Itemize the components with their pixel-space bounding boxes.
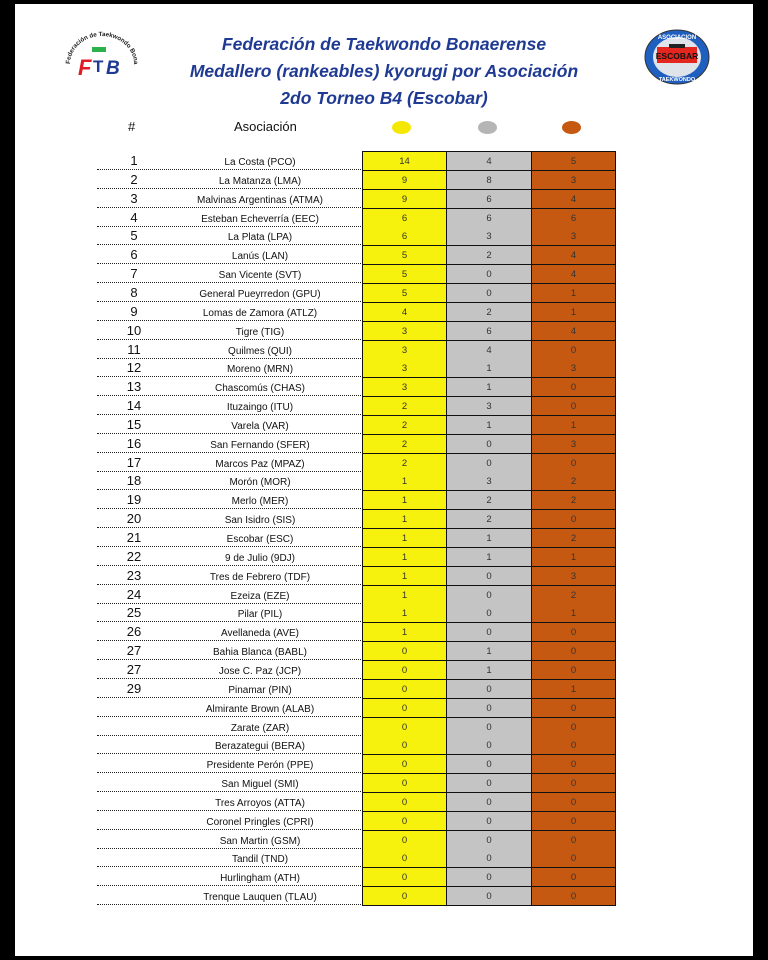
bronze-count-cell: 0: [531, 718, 616, 737]
silver-count-cell: 0: [446, 265, 531, 284]
dotted-divider: [97, 471, 361, 472]
dotted-divider: [97, 188, 361, 189]
bronze-count-cell: 0: [531, 378, 616, 397]
bronze-count-cell: 0: [531, 699, 616, 718]
silver-count-cell: 3: [446, 227, 531, 246]
association-cell: Morón (MOR): [229, 477, 291, 489]
table-row: [0, 831, 768, 850]
silver-count-cell: 3: [446, 472, 531, 491]
silver-count-cell: 1: [446, 661, 531, 680]
gold-count-cell: 0: [362, 849, 446, 868]
dotted-divider: [97, 414, 361, 415]
gold-count-cell: 1: [362, 586, 446, 605]
association-cell: Chascomús (CHAS): [214, 383, 306, 395]
gold-medal-dot-icon: [392, 121, 411, 134]
dotted-divider: [97, 433, 361, 434]
association-cell: Hurlingham (ATH): [220, 873, 300, 885]
table-row: [0, 661, 768, 680]
bronze-count-cell: 0: [531, 736, 616, 755]
gold-count-cell: 0: [362, 868, 446, 887]
rank-cell: 1: [130, 153, 138, 168]
table-row: [0, 303, 768, 322]
silver-count-cell: 1: [446, 642, 531, 661]
association-cell: Zarate (ZAR): [230, 722, 290, 734]
association-cell: Quilmes (QUI): [228, 345, 292, 357]
gold-count-cell: 1: [362, 472, 446, 491]
bronze-count-cell: 3: [531, 435, 616, 454]
bronze-count-cell: 0: [531, 661, 616, 680]
gold-count-cell: 3: [362, 378, 446, 397]
association-cell: Malvinas Argentinas (ATMA): [197, 194, 323, 206]
dotted-divider: [97, 866, 361, 867]
table-row: [0, 209, 768, 228]
silver-medal-dot-icon: [478, 121, 497, 134]
table-row: [0, 171, 768, 190]
bronze-count-cell: 1: [531, 548, 616, 567]
silver-count-cell: 1: [446, 378, 531, 397]
association-cell: Pilar (PIL): [237, 609, 283, 621]
dotted-divider: [97, 358, 361, 359]
rank-cell: 16: [126, 435, 142, 451]
association-cell: Ituzaingo (ITU): [226, 402, 294, 414]
dotted-divider: [97, 452, 361, 453]
association-cell: La Matanza (LMA): [218, 175, 302, 187]
gold-count-cell: 2: [362, 397, 446, 416]
table-row: [0, 284, 768, 303]
table-row: [0, 472, 768, 491]
association-cell: San Martin (GSM): [219, 835, 301, 847]
table-row: [0, 793, 768, 812]
bronze-count-cell: 6: [531, 209, 616, 228]
rank-cell: 13: [126, 379, 142, 395]
bronze-count-cell: 4: [531, 246, 616, 265]
table-row: [0, 322, 768, 341]
silver-count-cell: 1: [446, 359, 531, 378]
silver-count-cell: 0: [446, 736, 531, 755]
gold-count-cell: 0: [362, 774, 446, 793]
silver-count-cell: 6: [446, 190, 531, 209]
silver-count-cell: 0: [446, 812, 531, 831]
silver-count-cell: 0: [446, 284, 531, 303]
bronze-count-cell: 4: [531, 265, 616, 284]
bronze-count-cell: 1: [531, 284, 616, 303]
bronze-count-cell: 0: [531, 454, 616, 473]
gold-count-cell: 0: [362, 736, 446, 755]
bronze-count-cell: 0: [531, 812, 616, 831]
dotted-divider: [97, 320, 361, 321]
bronze-count-cell: 0: [531, 868, 616, 887]
bronze-count-cell: 0: [531, 831, 616, 850]
gold-count-cell: 0: [362, 680, 446, 699]
silver-count-cell: 0: [446, 774, 531, 793]
silver-count-cell: 1: [446, 416, 531, 435]
rank-cell: 10: [126, 322, 142, 338]
table-row: [0, 246, 768, 265]
dotted-divider: [97, 508, 361, 509]
gold-count-cell: 1: [362, 623, 446, 642]
silver-count-cell: 1: [446, 529, 531, 548]
silver-count-cell: 6: [446, 209, 531, 228]
dotted-divider: [97, 716, 361, 717]
table-row: [0, 397, 768, 416]
silver-count-cell: 0: [446, 680, 531, 699]
bronze-count-cell: 2: [531, 529, 616, 548]
dotted-divider: [97, 263, 361, 264]
association-cell: La Plata (LPA): [227, 232, 293, 244]
dotted-divider: [97, 904, 361, 905]
association-cell: Coronel Pringles (CPRI): [206, 816, 314, 828]
gold-count-cell: 9: [362, 190, 446, 209]
bronze-count-cell: 1: [531, 416, 616, 435]
rank-cell: 11: [127, 341, 141, 357]
bronze-count-cell: 2: [531, 472, 616, 491]
gold-count-cell: 0: [362, 755, 446, 774]
bronze-count-cell: 5: [531, 152, 616, 171]
bronze-count-cell: 0: [531, 642, 616, 661]
title-line-1: Federación de Taekwondo Bonaerense: [221, 34, 547, 54]
title-line-2: Medallero (rankeables) kyorugi por Asociación: [189, 61, 579, 81]
dotted-divider: [97, 848, 361, 849]
gold-count-cell: 3: [362, 359, 446, 378]
ftb-logo-f: F: [78, 55, 92, 80]
association-cell: Berazategui (BERA): [214, 741, 306, 753]
table-row: [0, 416, 768, 435]
table-row: [0, 190, 768, 209]
dotted-divider: [97, 885, 361, 886]
table-row: [0, 774, 768, 793]
bronze-count-cell: 3: [531, 171, 616, 190]
association-cell: Lanús (LAN): [231, 251, 289, 263]
table-row: [0, 529, 768, 548]
dotted-divider: [97, 829, 361, 830]
association-cell: Tres de Febrero (TDF): [209, 571, 311, 583]
table-row: [0, 642, 768, 661]
gold-count-cell: 5: [362, 265, 446, 284]
gold-count-cell: 0: [362, 793, 446, 812]
gold-count-cell: 1: [362, 604, 446, 623]
silver-count-cell: 0: [446, 586, 531, 605]
gold-count-cell: 9: [362, 171, 446, 190]
table-row: [0, 680, 768, 699]
silver-count-cell: 0: [446, 623, 531, 642]
association-cell: General Pueyrredon (GPU): [199, 288, 321, 300]
table-row: [0, 152, 768, 171]
rank-cell: 18: [126, 473, 142, 489]
dotted-divider: [97, 207, 361, 208]
silver-count-cell: 2: [446, 303, 531, 322]
gold-count-cell: 0: [362, 661, 446, 680]
association-cell: Marcos Paz (MPAZ): [215, 458, 305, 470]
ftb-logo-b: B: [106, 58, 120, 79]
rank-cell: 14: [126, 398, 142, 414]
silver-count-cell: 0: [446, 887, 531, 906]
rank-cell: 25: [126, 605, 142, 621]
dotted-divider: [97, 395, 361, 396]
silver-count-cell: 8: [446, 171, 531, 190]
gold-count-cell: 2: [362, 454, 446, 473]
escobar-logo-top-text: ASOCIACION: [657, 35, 697, 41]
gold-count-cell: 1: [362, 491, 446, 510]
gold-count-cell: 4: [362, 303, 446, 322]
dotted-divider: [97, 640, 361, 641]
table-row: [0, 510, 768, 529]
gold-count-cell: 0: [362, 699, 446, 718]
table-row: [0, 567, 768, 586]
dotted-divider: [97, 376, 361, 377]
silver-count-cell: 0: [446, 435, 531, 454]
rank-cell: 9: [130, 303, 138, 319]
silver-count-cell: 2: [446, 491, 531, 510]
gold-count-cell: 1: [362, 510, 446, 529]
rank-cell: 4: [130, 209, 138, 225]
silver-count-cell: 2: [446, 510, 531, 529]
rank-cell: 24: [126, 586, 142, 602]
bronze-count-cell: 1: [531, 303, 616, 322]
association-cell: San Miguel (SMI): [221, 779, 299, 791]
dotted-divider: [97, 565, 361, 566]
silver-count-cell: 1: [446, 548, 531, 567]
gold-count-cell: 5: [362, 246, 446, 265]
bronze-medal-dot-icon: [562, 121, 581, 134]
bronze-count-cell: 0: [531, 397, 616, 416]
association-cell: Lomas de Zamora (ATLZ): [202, 307, 318, 319]
dotted-divider: [97, 169, 361, 170]
rank-cell: 17: [126, 454, 142, 470]
bronze-count-cell: 0: [531, 887, 616, 906]
rank-cell: 12: [126, 360, 142, 376]
table-row: [0, 887, 768, 906]
rank-cell: 22: [126, 548, 142, 564]
dotted-divider: [97, 621, 361, 622]
association-cell: La Costa (PCO): [224, 157, 296, 168]
association-cell: 9 de Julio (9DJ): [224, 552, 296, 564]
table-row: [0, 699, 768, 718]
association-cell: Moreno (MRN): [226, 364, 294, 376]
association-cell: Pinamar (PIN): [228, 684, 292, 696]
silver-count-cell: 0: [446, 849, 531, 868]
rank-cell: 5: [130, 228, 138, 244]
table-row: [0, 718, 768, 737]
rank-cell: 29: [126, 680, 142, 696]
gold-count-cell: 0: [362, 887, 446, 906]
dotted-divider: [97, 527, 361, 528]
bronze-count-cell: 0: [531, 793, 616, 812]
dotted-divider: [97, 772, 361, 773]
bronze-count-cell: 0: [531, 341, 616, 360]
association-cell: Ezeiza (EZE): [230, 590, 290, 602]
escobar-logo-bottom-text: TAEKWONDO: [658, 77, 696, 83]
silver-count-cell: 0: [446, 868, 531, 887]
association-cell: Escobar (ESC): [226, 534, 294, 545]
bronze-count-cell: 4: [531, 190, 616, 209]
association-cell: Trenque Lauquen (TLAU): [203, 892, 317, 904]
silver-count-cell: 4: [446, 341, 531, 360]
dotted-divider: [97, 339, 361, 340]
gold-count-cell: 6: [362, 209, 446, 228]
table-row: [0, 548, 768, 567]
bronze-count-cell: 3: [531, 359, 616, 378]
silver-count-cell: 0: [446, 604, 531, 623]
table-row: [0, 868, 768, 887]
rank-cell: 27: [126, 661, 142, 677]
gold-count-cell: 0: [362, 642, 446, 661]
association-cell: Varela (VAR): [231, 420, 289, 432]
dotted-divider: [97, 810, 361, 811]
bronze-count-cell: 2: [531, 586, 616, 605]
bronze-count-cell: 2: [531, 491, 616, 510]
table-row: [0, 435, 768, 454]
table-row: [0, 359, 768, 378]
dotted-divider: [97, 301, 361, 302]
table-row: [0, 265, 768, 284]
dotted-divider: [97, 735, 361, 736]
silver-count-cell: 4: [446, 152, 531, 171]
rank-column-header: #: [128, 119, 136, 134]
association-cell: Jose C. Paz (JCP): [218, 665, 302, 677]
ftb-logo-arc-text: Federación de Taekwondo Bona: [64, 30, 140, 65]
escobar-logo-middle-text: ESCOBAR: [655, 51, 699, 61]
dotted-divider: [97, 546, 361, 547]
association-cell: San Isidro (SIS): [224, 515, 296, 527]
dotted-divider: [97, 226, 361, 227]
table-row: [0, 378, 768, 397]
table-row: [0, 736, 768, 755]
gold-count-cell: 3: [362, 322, 446, 341]
silver-count-cell: 0: [446, 793, 531, 812]
table-row: [0, 491, 768, 510]
table-row: [0, 849, 768, 868]
silver-count-cell: 0: [446, 699, 531, 718]
gold-count-cell: 2: [362, 435, 446, 454]
silver-count-cell: 2: [446, 246, 531, 265]
silver-count-cell: 0: [446, 454, 531, 473]
table-row: [0, 604, 768, 623]
gold-count-cell: 0: [362, 812, 446, 831]
rank-cell: 8: [130, 284, 138, 300]
association-cell: Tandil (TND): [231, 854, 289, 866]
rank-cell: 21: [126, 530, 142, 545]
table-row: [0, 755, 768, 774]
association-column-header: Asociación: [234, 119, 297, 134]
bronze-count-cell: 4: [531, 322, 616, 341]
silver-count-cell: 0: [446, 755, 531, 774]
bronze-count-cell: 0: [531, 774, 616, 793]
rank-cell: 23: [126, 567, 142, 583]
bronze-count-cell: 0: [531, 849, 616, 868]
rank-cell: 2: [130, 171, 138, 187]
bronze-count-cell: 0: [531, 623, 616, 642]
bronze-count-cell: 3: [531, 227, 616, 246]
rank-cell: 3: [130, 190, 138, 206]
association-cell: Presidente Perón (PPE): [206, 760, 314, 772]
silver-count-cell: 0: [446, 831, 531, 850]
rank-cell: 6: [130, 247, 138, 263]
gold-count-cell: 5: [362, 284, 446, 303]
dotted-divider: [97, 282, 361, 283]
table-row: [0, 812, 768, 831]
silver-count-cell: 6: [446, 322, 531, 341]
gold-count-cell: 1: [362, 548, 446, 567]
association-cell: Merlo (MER): [231, 496, 289, 508]
bronze-count-cell: 3: [531, 567, 616, 586]
association-cell: Bahia Blanca (BABL): [213, 647, 307, 659]
bronze-count-cell: 1: [531, 604, 616, 623]
dotted-divider: [97, 584, 361, 585]
gold-count-cell: 0: [362, 718, 446, 737]
dotted-divider: [97, 697, 361, 698]
dotted-divider: [97, 753, 361, 754]
silver-count-cell: 0: [446, 567, 531, 586]
rank-cell: 27: [126, 643, 142, 659]
association-cell: Tigre (TIG): [235, 326, 285, 338]
table-row: [0, 227, 768, 246]
bronze-count-cell: 0: [531, 755, 616, 774]
table-row: [0, 341, 768, 360]
rank-cell: 26: [126, 624, 142, 640]
gold-count-cell: 2: [362, 416, 446, 435]
gold-count-cell: 1: [362, 529, 446, 548]
ftb-logo-t: T: [93, 57, 104, 76]
rank-cell: 19: [126, 492, 142, 508]
bronze-count-cell: 0: [531, 510, 616, 529]
gold-count-cell: 1: [362, 567, 446, 586]
silver-count-cell: 3: [446, 397, 531, 416]
association-cell: Esteban Echeverría (EEC): [201, 213, 319, 225]
title-line-3: 2do Torneo B4 (Escobar): [280, 88, 488, 108]
gold-count-cell: 0: [362, 831, 446, 850]
gold-count-cell: 6: [362, 227, 446, 246]
gold-count-cell: 14: [362, 152, 446, 171]
association-cell: Tres Arroyos (ATTA): [215, 797, 305, 809]
rank-cell: 15: [126, 416, 142, 432]
association-cell: Almirante Brown (ALAB): [205, 703, 315, 715]
association-cell: Avellaneda (AVE): [220, 628, 299, 640]
rank-cell: 7: [130, 266, 138, 282]
dotted-divider: [97, 603, 361, 604]
table-row: [0, 454, 768, 473]
dotted-divider: [97, 678, 361, 679]
association-cell: San Fernando (SFER): [210, 439, 310, 451]
dotted-divider: [97, 489, 361, 490]
dotted-divider: [97, 791, 361, 792]
table-row: [0, 586, 768, 605]
association-cell: San Vicente (SVT): [218, 270, 302, 282]
silver-count-cell: 0: [446, 718, 531, 737]
table-row: [0, 623, 768, 642]
rank-cell: 20: [126, 511, 142, 527]
gold-count-cell: 3: [362, 341, 446, 360]
bronze-count-cell: 1: [531, 680, 616, 699]
dotted-divider: [97, 244, 361, 245]
dotted-divider: [97, 659, 361, 660]
